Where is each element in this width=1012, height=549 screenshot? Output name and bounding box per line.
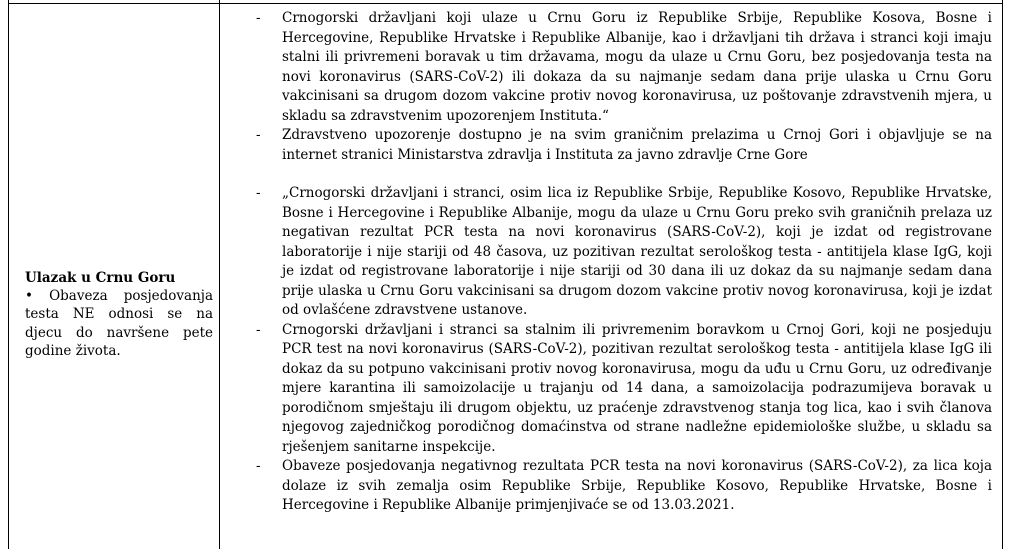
- list-dash: -: [256, 127, 261, 143]
- list-dash: -: [256, 10, 261, 26]
- list-item-text: Obaveze posjedovanja negativnog rezultata PCR testa na novi koronavirus (SARS-CoV-2), za lica koja dolaze iz svih zemalja osim Republike Srbije, Republike Kosovo, Republike Hrvatske, Bosne i Hercegovine i Republike Albanije primjenjivaće se od 13.03.2021.: [282, 458, 992, 513]
- list-item-text: Zdravstveno upozorenje dostupno je na svim graničnim prelazima u Crnoj Gori i objavljuje se na internet stranici Ministarstva zdravlja i Instituta za javno zdravlje Crne Gore: [282, 127, 992, 163]
- left-cell: [25, 269, 213, 360]
- right-cell: [230, 9, 992, 516]
- table-border-left: [8, 0, 9, 549]
- list-dash: -: [256, 185, 261, 201]
- list-item: [230, 9, 992, 126]
- list-item: [230, 457, 992, 516]
- list-item-text: Crnogorski državljani koji ulaze u Crnu Goru iz Republike Srbije, Republike Kosova, Bosne i Hercegovine, Republike Hrvatske i Republike Albanije, kao i državljani tih država i stranci koji imaju stalni ili privremeni boravak u tim državama, mogu da ulaze u Crnu Goru, bez posjedovanja testa na novi koronavirus (SARS-CoV-2) ili dokaza da su najmanje sedam dana prije ulaska u Crnu Goru vakcinisani sa drugom dozom vakcine protiv novog koronavirusa, uz poštovanje zdravstvenih mjera, u skladu sa zdravstvenim upozorenjem Instituta.“: [282, 10, 992, 124]
- rules-list: [230, 9, 992, 516]
- table-border-right: [1002, 0, 1003, 549]
- list-item-text: „Crnogorski državljani i stranci, osim lica iz Republike Srbije, Republike Kosovo, Republike Hrvatske, Bosne i Hercegovine i Republike Albanije, mogu da ulaze u Crnu Goru preko svih graničnih prelaza uz negativan rezultat PCR testa na novi koronavirus (SARS-CoV-2), koji je izdat od registrovane laboratorije i nije stariji od 48 časova, uz pozitivan rezultat serološkog testa - antitijela klase IgG, koji je izdat od registrovane laboratorije i nije stariji od 30 dana ili uz dokaz da su najmanje sedam dana prije ulaska u Crnu Goru vakcinisani sa drugom dozom vakcine protiv novog koronavirusa, koji je izdat od ovlašćene zdravstvene ustanove.: [282, 185, 992, 318]
- list-item: [230, 321, 992, 458]
- entry-title: Ulazak u Crnu Goru: [25, 270, 176, 286]
- list-item: [230, 184, 992, 321]
- list-dash: -: [256, 321, 261, 338]
- table-border-middle: [219, 0, 220, 549]
- entry-note: • Obaveza posjedovanja testa NE odnosi se na djecu do navršene pete godine života.: [25, 288, 213, 359]
- list-spacer: [230, 165, 992, 184]
- list-item-text: Crnogorski državljani i stranci sa stalnim ili privremenim boravkom u Crnoj Gori, koji ne posjeduju PCR test na novi koronavirus (SARS-CoV-2), pozitivan rezultat serološkog testa - antitijela klase IgG ili dokaz da su potpuno vakcinisani protiv novog koronavirusa, mogu da uđu u Crnu Goru, uz određivanje mjere karantina ili samoizolacije u trajanju od 14 dana, a samoizolacija podrazumijeva boravak u porodičnom smještaju ili drugom objektu, uz praćenje zdravstvenog stanja tog lica, kao i svih članova njegovog zajedničkog porodičnog domaćinstva od strane nadležne epidemiološke službe, u skladu sa rješenjem sanitarne inspekcije.: [282, 321, 992, 455]
- list-item: [230, 126, 992, 165]
- list-dash: -: [256, 458, 261, 474]
- table-border-top: [8, 3, 1003, 4]
